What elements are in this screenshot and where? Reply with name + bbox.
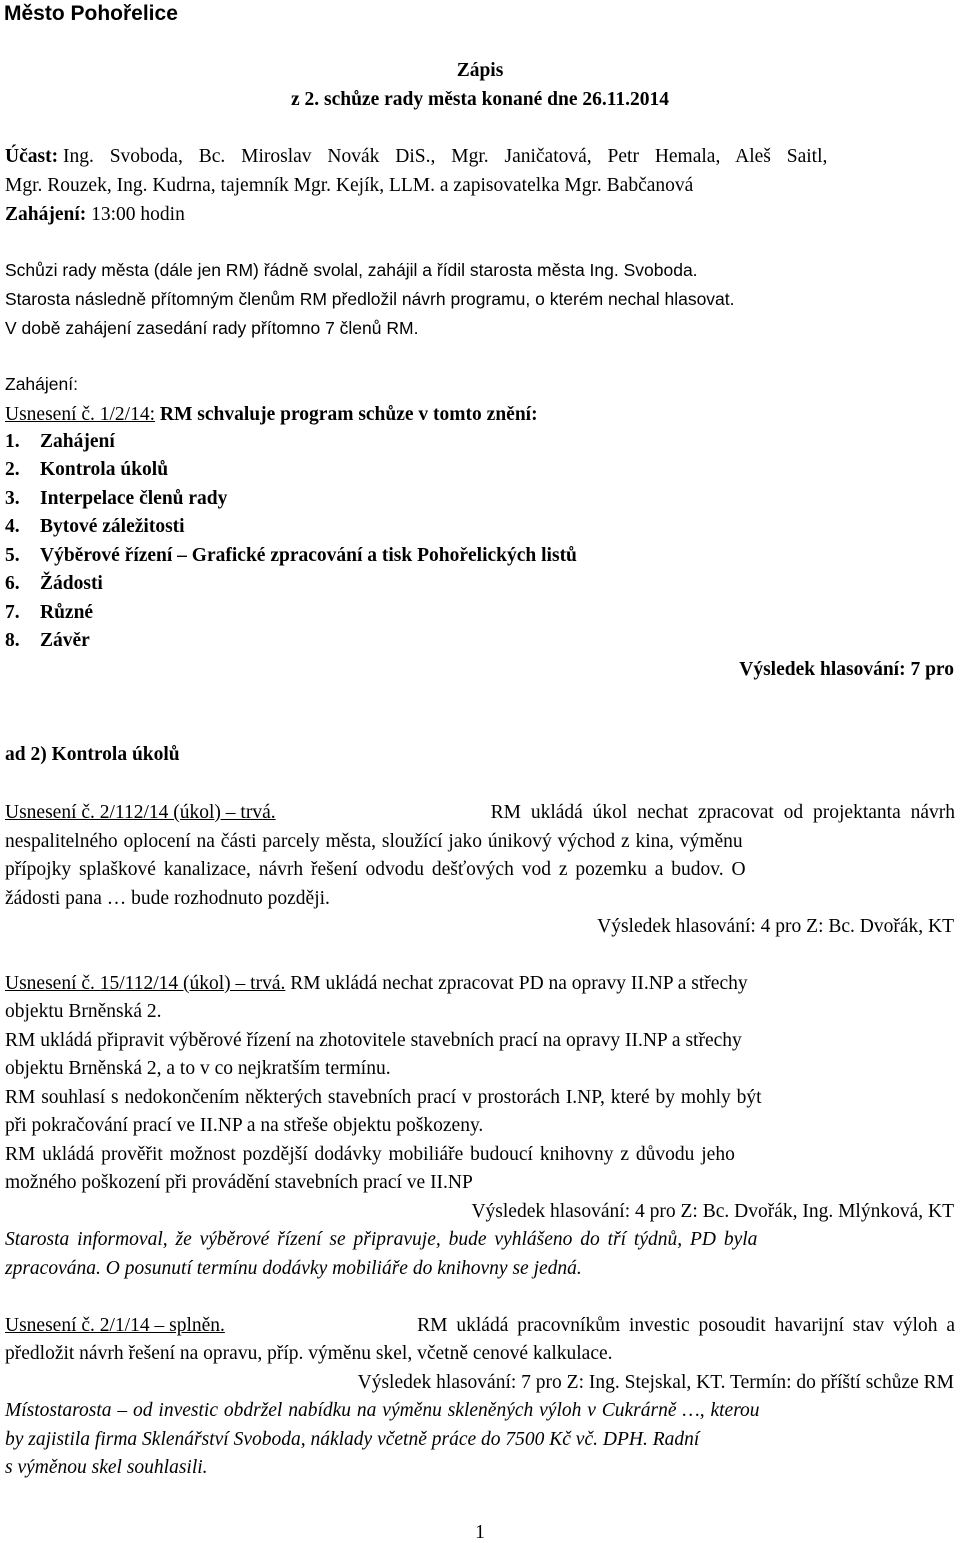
program-item-num: 8. [5, 630, 20, 651]
res2-line-3: RM ukládá připravit výběrové řízení na zhotovitele stavebních prací na opravy II.NP a střechy [5, 1030, 742, 1051]
res2-text: RM ukládá nechat zpracovat PD na opravy II.NP a střechy [290, 973, 748, 994]
program-resolution [5, 405, 538, 425]
res2-label: Usnesení č. 15/112/14 (úkol) – trvá. [5, 973, 286, 994]
res2-line-2: objektu Brněnská 2. [5, 1001, 162, 1022]
res1-line-3: přípojky splaškové kanalizace, návrh řešení odvodu dešťových vod z pozemku a budov. O [5, 859, 746, 880]
program-item-num: 3. [5, 488, 20, 509]
program-item-text: Žádosti [40, 573, 103, 594]
program-item-text: Závěr [40, 630, 90, 651]
start-label: Zahájení: [5, 204, 87, 225]
program-vote-result: Výsledek hlasování: 7 pro [739, 659, 954, 680]
document-subtitle: z 2. schůze rady města konané dne 26.11.2014 [290, 89, 670, 110]
res2-line-1 [5, 974, 748, 994]
document-title: Zápis [456, 60, 504, 81]
res2-line-6: při pokračování prací ve II.NP a na střeše objektu poškozeny. [5, 1115, 484, 1136]
attendance-line-1 [5, 147, 955, 167]
res1-line-4: žádosti pana … bude rozhodnuto později. [5, 888, 330, 909]
page-number: 1 [475, 1522, 485, 1543]
program-item-text: Bytové záležitosti [40, 516, 185, 537]
intro-line-1: Schůzi rady města (dále jen RM) řádně svolal, zahájil a řídil starosta města Ing. Svoboda. [5, 260, 698, 280]
program-item [5, 546, 577, 566]
res2-note-1: Starosta informoval, že výběrové řízení se připravuje, bude vyhlášeno do tří týdnů, PD byla [5, 1229, 758, 1250]
res1-line-1 [5, 803, 955, 823]
program-resolution-label: Usnesení č. 1/2/14: [5, 404, 156, 425]
program-item-text: Různé [40, 602, 94, 623]
res3-text: RM ukládá pracovníkům investic posoudit havarijní stav výloh a [417, 1315, 955, 1336]
program-resolution-text: RM schvaluje program schůze v tomto znění: [159, 404, 538, 425]
program-item-text: Výběrové řízení – Grafické zpracování a tisk Pohořelických listů [40, 545, 577, 566]
res3-line-2: předložit návrh řešení na opravu, příp. výměnu skel, včetně cenové kalkulace. [5, 1343, 613, 1364]
res2-vote-result: Výsledek hlasování: 4 pro Z: Bc. Dvořák, Ing. Mlýnková, KT [471, 1201, 954, 1222]
start-time: 13:00 hodin [91, 204, 185, 225]
program-item [5, 574, 103, 594]
program-item-text: Kontrola úkolů [40, 459, 169, 480]
start-time-line [5, 205, 185, 225]
program-item-num: 7. [5, 602, 20, 623]
res3-note-3: s výměnou skel souhlasili. [5, 1457, 208, 1478]
res1-text: RM ukládá úkol nechat zpracovat od projektanta návrh [490, 802, 955, 823]
intro-line-3: V době zahájení zasedání rady přítomno 7 členů RM. [5, 318, 419, 338]
section-heading: ad 2) Kontrola úkolů [5, 744, 180, 765]
res2-line-4: objektu Brněnská 2, a to v co nejkratším termínu. [5, 1058, 391, 1079]
program-item-num: 1. [5, 431, 20, 452]
program-item-num: 4. [5, 516, 20, 537]
program-item [5, 489, 227, 509]
opening-heading: Zahájení: [5, 374, 78, 394]
res1-line-2: nespalitelného oplocení na části parcely města, sloužící jako únikový východ z kina, výměnu [5, 831, 743, 852]
res3-label: Usnesení č. 2/1/14 – splněn. [5, 1315, 225, 1336]
res2-line-7: RM ukládá prověřit možnost pozdější dodávky mobiliáře budoucí knihovny z důvodu jeho [5, 1144, 735, 1165]
res2-line-8: možného poškození při provádění stavebních prací ve II.NP [5, 1172, 473, 1193]
program-item [5, 631, 90, 651]
program-item [5, 432, 115, 452]
program-item-num: 5. [5, 545, 20, 566]
program-item-text: Interpelace členů rady [40, 488, 228, 509]
res2-note-2: zpracována. O posunutí termínu dodávky mobiliáře do knihovny se jedná. [5, 1258, 582, 1279]
res3-line-1 [5, 1316, 955, 1336]
res1-vote-result: Výsledek hlasování: 4 pro Z: Bc. Dvořák, KT [597, 916, 954, 937]
attendance-line-2: Mgr. Rouzek, Ing. Kudrna, tajemník Mgr. Kejík, LLM. a zapisovatelka Mgr. Babčanová [5, 175, 694, 196]
program-item-num: 6. [5, 573, 20, 594]
attendance-label: Účast: [5, 146, 59, 167]
res2-line-5: RM souhlasí s nedokončením některých stavebních prací v prostorách I.NP, které by mohly být [5, 1087, 762, 1108]
program-item-num: 2. [5, 459, 20, 480]
program-item [5, 517, 185, 537]
program-item [5, 460, 168, 480]
res3-note-2: by zajistila firma Sklenářství Svoboda, náklady včetně práce do 7500 Kč vč. DPH. Radní [5, 1429, 700, 1450]
attendance-names: Ing. Svoboda, Bc. Miroslav Novák DiS., Mgr. Janičatová, Petr Hemala, Aleš Saitl, [62, 146, 828, 167]
res1-label: Usnesení č. 2/112/14 (úkol) – trvá. [5, 802, 276, 823]
res3-vote-result: Výsledek hlasování: 7 pro Z: Ing. Stejskal, KT. Termín: do příští schůze RM [357, 1372, 954, 1393]
program-item [5, 603, 93, 623]
city-header: Město Pohořelice [4, 2, 178, 25]
intro-line-2: Starosta následně přítomným členům RM předložil návrh programu, o kterém nechal hlasovat. [5, 289, 735, 309]
program-item-text: Zahájení [40, 431, 115, 452]
res3-note-1: Místostarosta – od investic obdržel nabídku na výměnu skleněných výloh v Cukrárně …, kterou [5, 1400, 760, 1421]
